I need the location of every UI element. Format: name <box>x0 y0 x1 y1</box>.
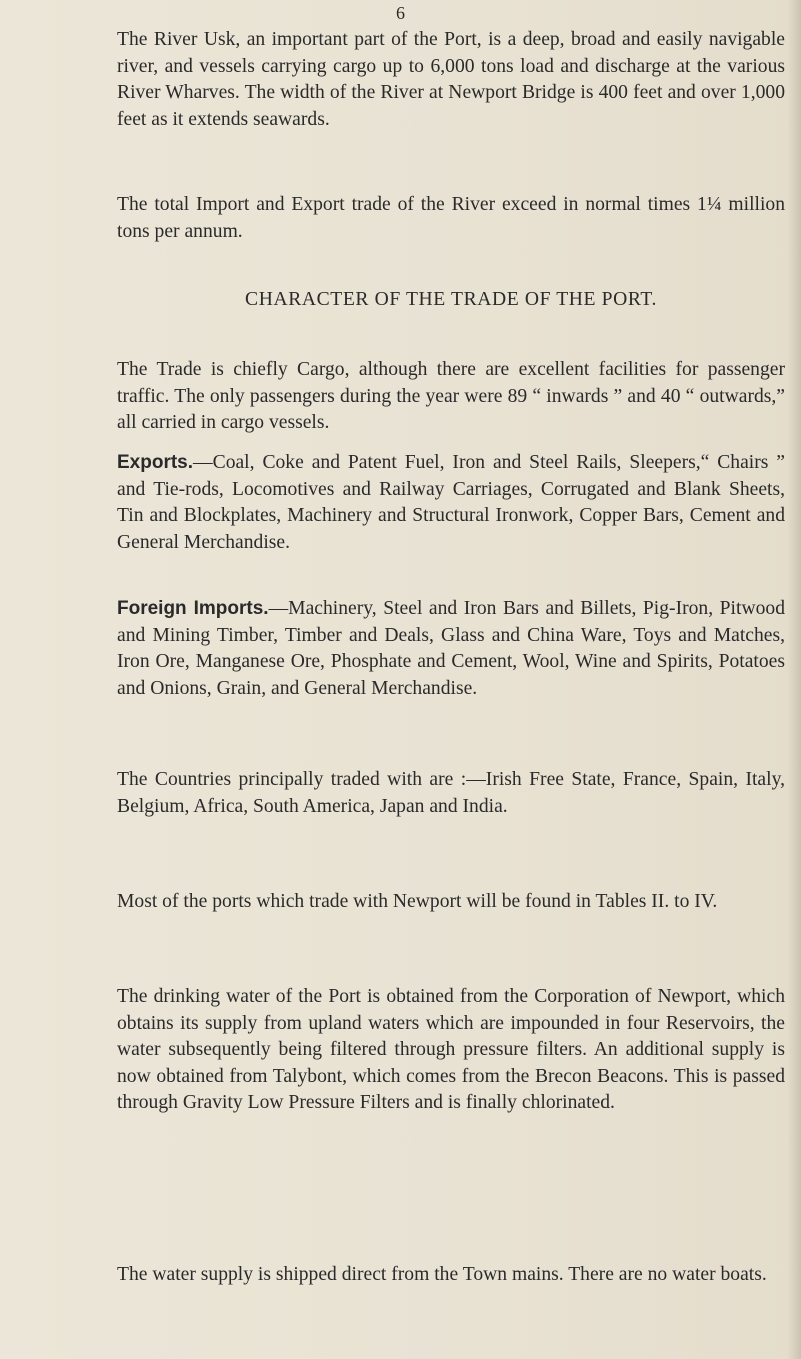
paragraph-foreign-imports <box>117 596 785 702</box>
exports-label: Exports. <box>117 452 194 473</box>
exports-list: —Coal, Coke and Patent Fuel, Iron and Steel Rails, Sleepers,“ Chairs ” and Tie-rods, Locomotives and Railway Carriages, Corrugated and Blank Sheets, Tin and Blockplates, Machinery and Structural Ironwork, Copper Bars, Cement and General Merchandise. <box>117 452 785 553</box>
paragraph-countries: The Countries principally traded with are :—Irish Free State, France, Spain, Italy, Belgium, Africa, South America, Japan and India. <box>117 769 785 817</box>
imports-label: Foreign Imports. <box>117 598 269 619</box>
paragraph-trade-cargo: The Trade is chiefly Cargo, although there are excellent facilities for passenger traffic. The only passengers during the year were 89 “ inwards ” and 40 “ outwards,” all carried in cargo vessels. <box>117 359 785 433</box>
paragraph-water-supply: The water supply is shipped direct from the Town mains. There are no water boats. <box>117 1264 767 1285</box>
paragraph-ports-tables: Most of the ports which trade with Newport will be found in Tables II. to IV. <box>117 891 718 912</box>
paragraph-river-usk: The River Usk, an important part of the Port, is a deep, broad and easily navigable river, and vessels carrying cargo up to 6,000 tons load and discharge at the various River Wharves. The width of the River at Newport Bridge is 400 feet and over 1,000 feet as it extends seawards. <box>117 29 785 130</box>
page-number: 6 <box>396 3 405 23</box>
paragraph-exports <box>117 450 785 556</box>
page-edge-shadow <box>787 0 801 1359</box>
imports-list: —Machinery, Steel and Iron Bars and Billets, Pig-Iron, Pitwood and Mining Timber, Timber and Deals, Glass and China Ware, Toys and Matches, Iron Ore, Manganese Ore, Phosphate and Cement, Wool, Wine and Spirits, Potatoes and Onions, Grain, and General Merchandise. <box>117 598 785 699</box>
section-heading: CHARACTER OF THE TRADE OF THE PORT. <box>245 289 657 310</box>
paragraph-drinking-water: The drinking water of the Port is obtained from the Corporation of Newport, which obtains its supply from upland waters which are impounded in four Reservoirs, the water subsequently being filtered through pressure filters. An additional supply is now obtained from Talybont, which comes from the Brecon Beacons. This is passed through Gravity Low Pressure Filters and is finally chlorinated. <box>117 986 785 1113</box>
paragraph-total-trade: The total Import and Export trade of the River exceed in normal times 1¼ million tons per annum. <box>117 194 785 242</box>
